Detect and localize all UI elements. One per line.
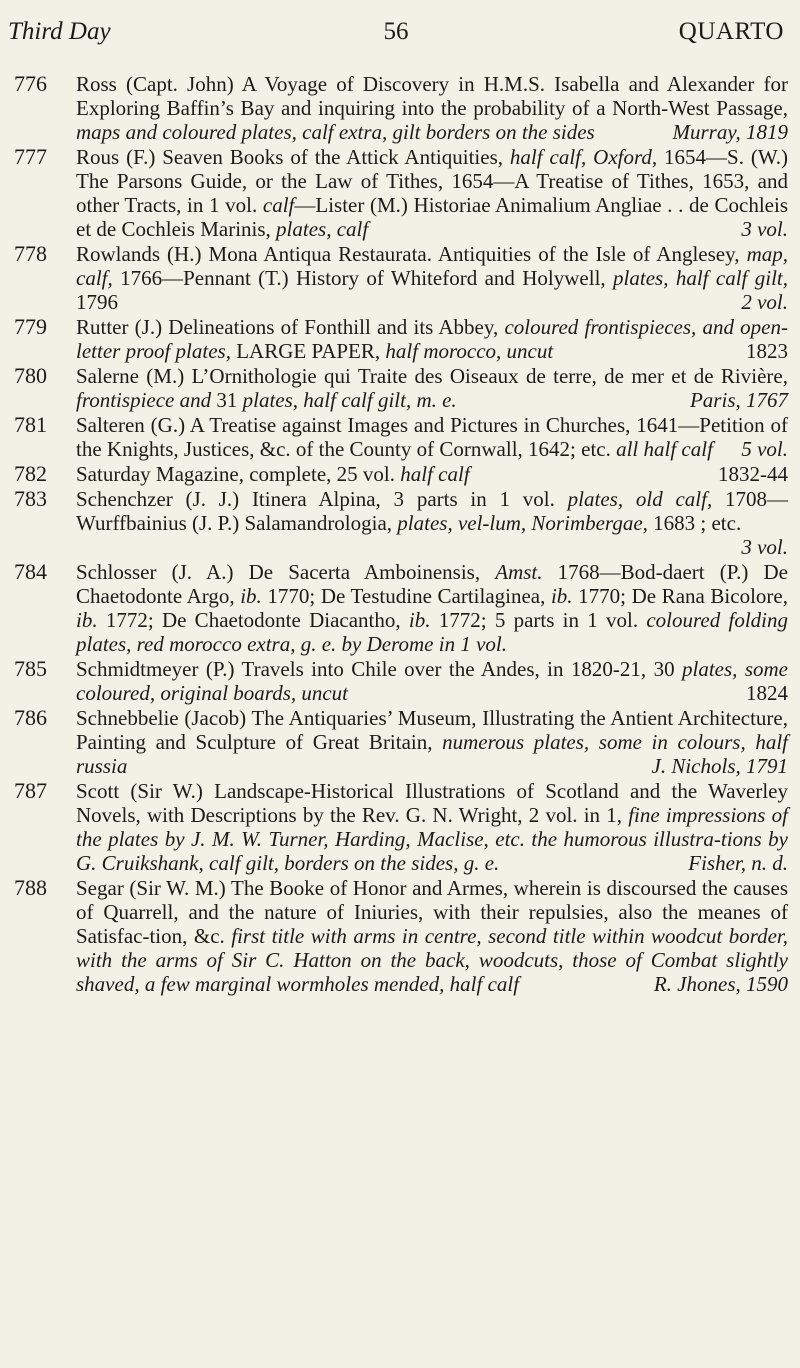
lot-number: 784 (14, 559, 47, 584)
description-segment: first title with arms in centre, second title within woodcut border, with the arms of Sir C. Hatton on the back, woodcuts, those of Combat slightly shaved, a few marginal wormholes mended, half calf (76, 924, 789, 996)
lot-number: 782 (14, 461, 47, 486)
description-segment: Schenchzer (J. J.) Itinera Alpina, 3 parts in 1 vol. (76, 487, 568, 511)
description-segment: numerous plates, some in colours, half russia (76, 730, 788, 778)
description-segment: ib. (550, 584, 573, 608)
lot-number: 776 (14, 71, 47, 96)
lot-description (76, 364, 788, 412)
description-segment: ib. (76, 608, 98, 632)
description-segment: frontispiece and (76, 388, 212, 412)
lot-description (76, 657, 788, 705)
description-segment: 1770; De Rana Bicolore, (572, 584, 788, 608)
description-segment: 1768—Bod-daert (P.) De Chaetodonte Argo, (76, 560, 788, 608)
lot-imprint: 5 vol. (741, 437, 788, 461)
description-segment: plates, old calf, (567, 487, 713, 511)
description-segment: map, calf, (76, 242, 788, 290)
description-segment: Ross (Capt. John) A Voyage of Discovery in H.M.S. Isabella and Alexander for Exploring Baffin’s Bay and inquiring into the probability of a North-West Passage, (76, 72, 788, 120)
description-segment: 1654—S. (W.) The Parsons Guide, or the Law of Tithes, 1654—A Treatise of Tithes, 1653, and other Tracts, in 1 vol. (76, 145, 789, 217)
lot-number: 777 (14, 144, 47, 169)
lot-imprint: R. Jhones, 1590 (653, 972, 788, 996)
lot-imprint: 1832-44 (718, 462, 788, 486)
description-segment: calf (262, 193, 295, 217)
lot-entry (14, 413, 788, 461)
lot-entry (14, 242, 788, 314)
lot-entry (14, 462, 788, 486)
lot-entry (14, 876, 788, 996)
description-segment: ib. (240, 584, 262, 608)
description-segment: 1770; De Testudine Cartilaginea, (261, 584, 551, 608)
lot-imprint: 3 vol. (741, 217, 788, 241)
lot-imprint: 3 vol. (741, 535, 788, 559)
description-segment: plates, calf (276, 217, 369, 241)
lot-description (76, 462, 788, 486)
description-segment: 1772; 5 parts in 1 vol. (430, 608, 647, 632)
description-segment: Salerne (M.) L’Ornithologie qui Traite des Oiseaux de terre, de mer et de Rivière, (76, 364, 788, 388)
lot-description (76, 145, 788, 241)
lot-number: 781 (14, 412, 47, 437)
lot-imprint: J. Nichols, 1791 (651, 754, 788, 778)
lot-entry (14, 706, 788, 778)
description-segment: plates, some coloured, original boards, uncut (76, 657, 789, 705)
lot-number: 780 (14, 363, 47, 388)
description-segment: coloured frontispieces, and open-letter proof plates, (76, 315, 788, 363)
lot-entry (14, 487, 788, 559)
description-segment: maps and coloured plates, calf extra, gilt borders on the sides (76, 120, 595, 144)
lot-description (76, 487, 788, 559)
description-segment: ib. (408, 608, 431, 632)
lot-number: 778 (14, 241, 47, 266)
lot-number: 779 (14, 314, 47, 339)
description-segment: Schnebbelie (Jacob) The Antiquaries’ Museum, Illustrating the Antient Architecture, Painting and Sculpture of Great Britain, (76, 706, 788, 754)
lot-entry (14, 364, 788, 412)
description-segment: plates, vel-lum, Norimbergae, (397, 511, 648, 535)
description-segment: plates, half calf gilt, (613, 266, 788, 290)
description-segment: Rowlands (H.) Mona Antiqua Restaurata. Antiquities of the Isle of Anglesey, (76, 242, 747, 266)
lot-description (76, 560, 788, 656)
lot-imprint: 1823 (746, 339, 788, 363)
description-segment: coloured folding plates, red morocco extra, g. e. by Derome (76, 608, 788, 656)
running-head-left: Third Day (8, 18, 111, 45)
description-segment: 31 (211, 388, 243, 412)
lot-imprint: Fisher, n. d. (688, 851, 788, 875)
description-segment: Amst. (495, 560, 543, 584)
lot-number: 783 (14, 486, 47, 511)
lot-description (76, 72, 788, 144)
description-segment: Schmidtmeyer (P.) Travels into Chile over the Andes, in 1820-21, 30 (76, 657, 683, 681)
description-segment: 1683 ; etc. (647, 511, 742, 535)
running-head-right: QUARTO (678, 18, 784, 45)
lot-description (76, 413, 788, 461)
lot-number: 786 (14, 705, 47, 730)
lot-entry (14, 657, 788, 705)
description-segment: 1766—Pennant (T.) History of Whiteford and Holywell, (112, 266, 614, 290)
lot-imprint: 2 vol. (741, 290, 788, 314)
description-segment: Salteren (G.) A Treatise against Images and Pictures in Churches, 1641—Petition of the Knights, Justices, &c. of the County of Cornwall, 1642; etc. (76, 413, 788, 461)
lot-entry (14, 145, 788, 241)
page-number: 56 (383, 18, 409, 45)
description-segment: in 1 vol. (433, 632, 507, 656)
lot-number: 787 (14, 778, 47, 803)
lot-imprint: Paris, 1767 (689, 388, 788, 412)
description-segment: plates, half calf gilt, m. e. (242, 388, 457, 412)
lot-description (76, 706, 788, 778)
lot-entry (14, 779, 788, 875)
description-segment: half morocco, uncut (385, 339, 554, 363)
description-segment: Rutter (J.) Delineations of Fonthill and its Abbey, (76, 315, 505, 339)
lot-list (14, 72, 788, 997)
lot-description (76, 242, 788, 314)
lot-number: 785 (14, 656, 47, 681)
lot-number: 788 (14, 875, 47, 900)
description-segment: —Lister (M.) Historiae Animalium Angliae . . de Cochleis et de Cochleis Marinis, (76, 193, 788, 241)
lot-imprint: 1824 (746, 681, 788, 705)
description-segment: Rous (F.) Seaven Books of the Attick Antiquities, (76, 145, 510, 169)
description-segment: Scott (Sir W.) Landscape-Historical Illustrations of Scotland and the Waverley Novels, with Descriptions by the Rev. G. N. Wright, 2 vol. in 1, (76, 779, 788, 827)
description-segment: fine impressions of the plates by J. M. W. Turner, Harding, Maclise, etc. the humorous illustra-tions by G. Cruikshank, calf gilt, borders on the sides, g. e. (76, 803, 789, 875)
lot-entry (14, 560, 788, 656)
description-segment: LARGE PAPER, (230, 339, 386, 363)
lot-entry (14, 315, 788, 363)
running-header (8, 16, 784, 48)
description-segment: half calf, Oxford, (509, 145, 658, 169)
description-segment: all half calf (616, 437, 713, 461)
description-segment: 1772; De Chaetodonte Diacantho, (97, 608, 409, 632)
description-segment: Segar (Sir W. M.) The Booke of Honor and Armes, wherein is discoursed the causes of Quarrell, and the nature of Iniuries, with their repulsies, also the meanes of Satisfac-tion, &c. (76, 876, 788, 948)
description-segment: Saturday Magazine, complete, 25 vol. (76, 462, 401, 486)
description-segment: 1796 (76, 290, 118, 314)
lot-description (76, 779, 788, 875)
lot-entry (14, 72, 788, 144)
lot-imprint: Murray, 1819 (672, 120, 788, 144)
lot-description (76, 876, 788, 996)
description-segment: Schlosser (J. A.) De Sacerta Amboinensis, (76, 560, 496, 584)
description-segment: half calf (400, 462, 470, 486)
lot-description (76, 315, 788, 363)
description-segment: 1708—Wurffbainius (J. P.) Salamandrologia, (76, 487, 788, 535)
